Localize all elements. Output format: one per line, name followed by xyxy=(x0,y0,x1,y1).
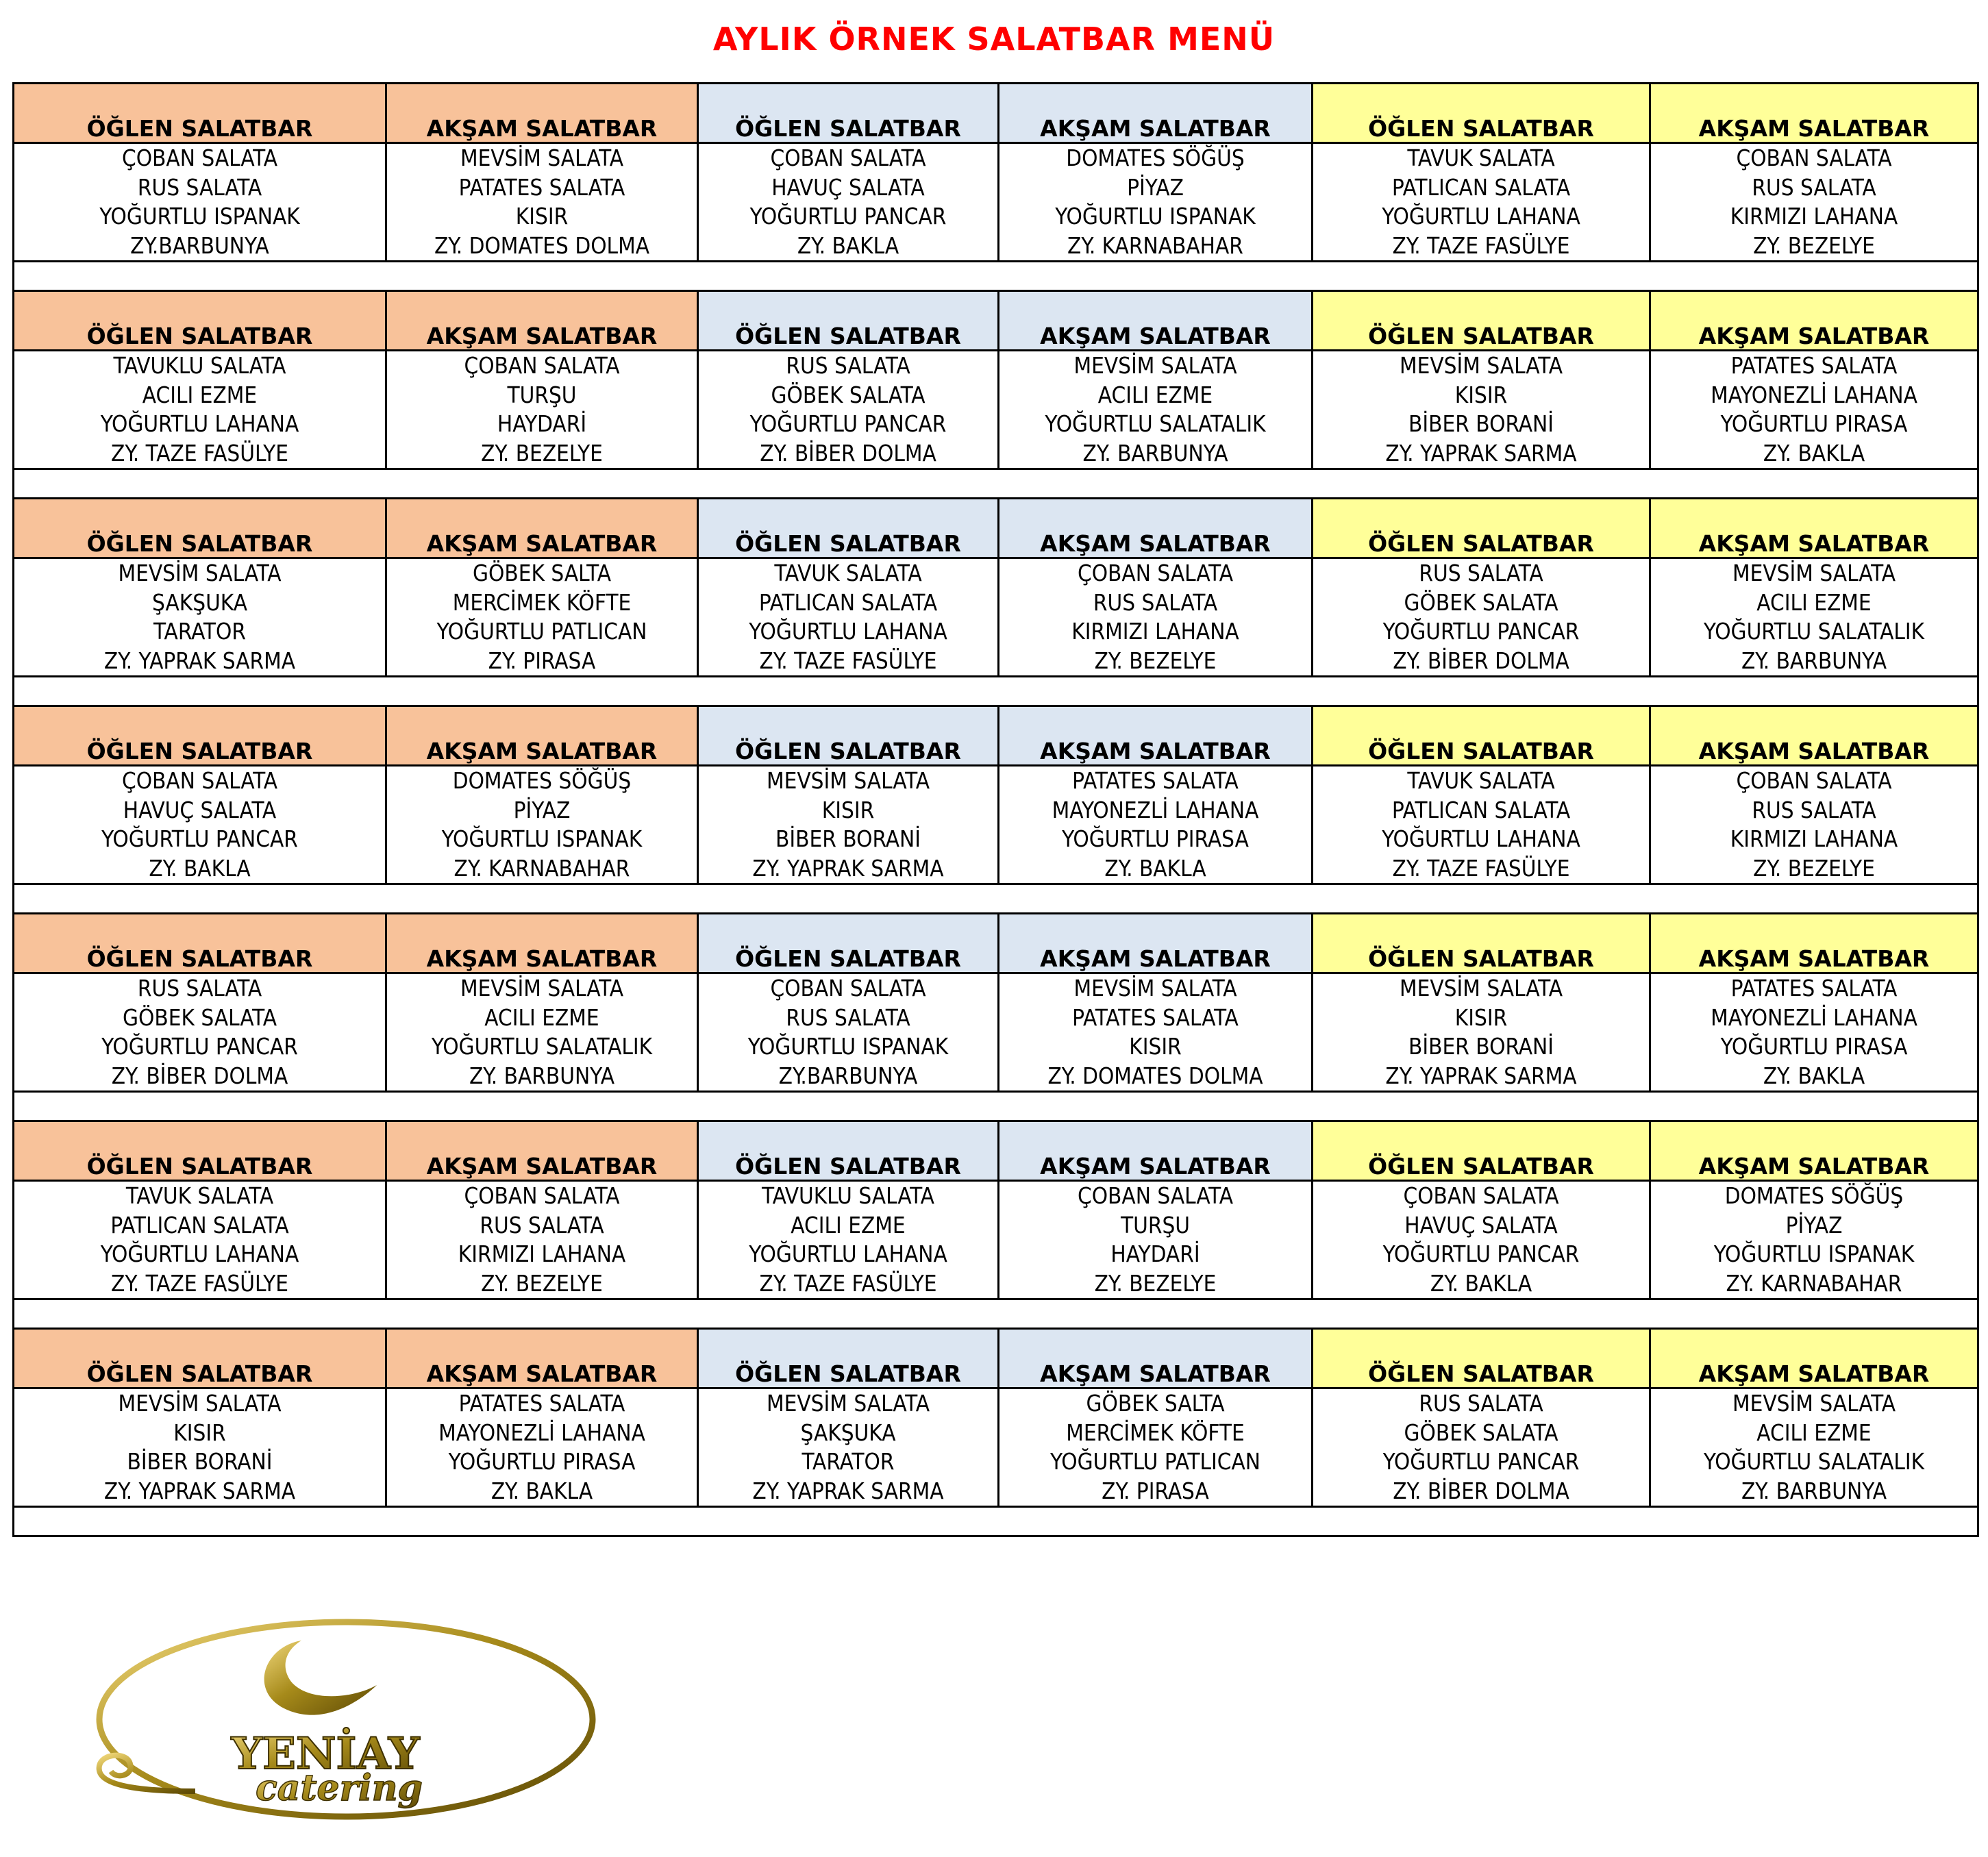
menu-item: ZY. TAZE FASÜLYE xyxy=(1392,854,1570,882)
menu-item: ZY. PIRASA xyxy=(488,647,596,674)
menu-cell xyxy=(999,766,1313,884)
week-header-row xyxy=(14,84,1978,143)
menu-item: MEVSİM SALATA xyxy=(1732,1390,1896,1417)
menu-item: RUS SALATA xyxy=(137,975,262,1001)
menu-item: PATLICAN SALATA xyxy=(758,588,938,616)
menu-item: ACILI EZME xyxy=(1097,381,1213,408)
menu-item: RUS SALATA xyxy=(480,1211,604,1238)
meal-header-cell: ÖĞLEN SALATBAR xyxy=(698,291,999,351)
separator-cell xyxy=(14,469,1978,499)
menu-item: ŞAKŞUKA xyxy=(151,588,247,616)
meal-header-cell: ÖĞLEN SALATBAR xyxy=(1313,914,1650,973)
week-header-row xyxy=(14,291,1978,351)
menu-cell xyxy=(14,1181,386,1299)
menu-item: ZY. KARNABAHAR xyxy=(1726,1269,1902,1297)
menu-item: BİBER BORANİ xyxy=(1408,410,1554,437)
meal-header-cell: AKŞAM SALATBAR xyxy=(1650,1329,1978,1388)
menu-item: ZY. TAZE FASÜLYE xyxy=(111,439,288,466)
menu-cell xyxy=(386,351,698,469)
menu-item: ZY. BAKLA xyxy=(1104,854,1206,882)
menu-item: HAVUÇ SALATA xyxy=(123,796,277,823)
menu-item: HAYDARİ xyxy=(497,410,587,437)
meal-header-cell: ÖĞLEN SALATBAR xyxy=(698,499,999,558)
menu-cell xyxy=(999,973,1313,1092)
menu-item: YOĞURTLU LAHANA xyxy=(749,1241,947,1267)
salad-bar-menu-table xyxy=(12,82,1979,1537)
menu-item: ZY. DOMATES DOLMA xyxy=(434,232,650,259)
menu-cell xyxy=(698,143,999,262)
menu-item: PATATES SALATA xyxy=(458,1390,625,1417)
meal-header-cell: AKŞAM SALATBAR xyxy=(1650,706,1978,766)
meal-header-cell: ÖĞLEN SALATBAR xyxy=(1313,706,1650,766)
meal-header-cell: ÖĞLEN SALATBAR xyxy=(698,1121,999,1181)
menu-cell xyxy=(386,1388,698,1507)
menu-item: RUS SALATA xyxy=(786,1004,910,1031)
menu-item: KISIR xyxy=(821,796,875,823)
menu-item: ZY. KARNABAHAR xyxy=(1067,232,1243,259)
menu-item: PİYAZ xyxy=(513,796,571,823)
menu-item: MERCİMEK KÖFTE xyxy=(452,588,632,616)
menu-cell xyxy=(386,558,698,677)
menu-item: BİBER BORANİ xyxy=(775,825,921,852)
menu-item: PATLICAN SALATA xyxy=(1391,796,1571,823)
menu-item: YOĞURTLU ISPANAK xyxy=(99,203,300,229)
menu-item: PATATES SALATA xyxy=(458,173,625,201)
meal-header-cell: ÖĞLEN SALATBAR xyxy=(14,706,386,766)
menu-item: YOĞURTLU PANCAR xyxy=(1382,1448,1580,1475)
menu-cell xyxy=(1650,558,1978,677)
menu-item: ZY. BEZELYE xyxy=(1094,647,1217,674)
meal-header-cell: AKŞAM SALATBAR xyxy=(999,914,1313,973)
menu-item: PATATES SALATA xyxy=(1730,352,1898,379)
menu-item: ZY. BEZELYE xyxy=(481,439,603,466)
menu-item: GÖBEK SALATA xyxy=(771,381,925,408)
meal-header-cell: AKŞAM SALATBAR xyxy=(1650,499,1978,558)
menu-item: MEVSİM SALATA xyxy=(1732,560,1896,586)
menu-item: MEVSİM SALATA xyxy=(767,767,930,794)
menu-item: ZY.BARBUNYA xyxy=(778,1062,918,1089)
meal-header-cell: AKŞAM SALATBAR xyxy=(1650,914,1978,973)
menu-item: ZY. DOMATES DOLMA xyxy=(1047,1062,1263,1089)
menu-cell xyxy=(1313,351,1650,469)
meal-header-cell: AKŞAM SALATBAR xyxy=(386,499,698,558)
menu-cell xyxy=(698,766,999,884)
menu-item: TARATOR xyxy=(153,618,246,645)
meal-header-cell: ÖĞLEN SALATBAR xyxy=(14,84,386,143)
menu-cell xyxy=(386,973,698,1092)
menu-item: YOĞURTLU PANCAR xyxy=(749,203,947,229)
menu-cell xyxy=(1313,558,1650,677)
meal-header-cell: ÖĞLEN SALATBAR xyxy=(1313,291,1650,351)
menu-item: BİBER BORANİ xyxy=(127,1448,273,1475)
menu-item: ZY. YAPRAK SARMA xyxy=(1385,439,1577,466)
menu-item: ÇOBAN SALATA xyxy=(464,352,620,379)
menu-item: HAYDARİ xyxy=(1110,1241,1200,1267)
menu-cell xyxy=(698,973,999,1092)
menu-item: ÇOBAN SALATA xyxy=(1077,1182,1234,1209)
menu-cell xyxy=(386,143,698,262)
meal-header-cell: AKŞAM SALATBAR xyxy=(1650,291,1978,351)
separator-cell xyxy=(14,677,1978,706)
menu-cell xyxy=(999,351,1313,469)
menu-item: ZY. BİBER DOLMA xyxy=(1393,647,1569,674)
menu-item: YOĞURTLU SALATALIK xyxy=(431,1033,653,1060)
menu-item: YOĞURTLU PIRASA xyxy=(1062,825,1249,852)
menu-item: YOĞURTLU ISPANAK xyxy=(441,825,643,852)
menu-item: MEVSİM SALATA xyxy=(1073,352,1237,379)
menu-item: KIRMIZI LAHANA xyxy=(1730,203,1898,229)
menu-cell xyxy=(1313,1181,1650,1299)
menu-item: HAVUÇ SALATA xyxy=(1404,1211,1558,1238)
meal-header-cell: AKŞAM SALATBAR xyxy=(999,84,1313,143)
menu-item: TAVUKLU SALATA xyxy=(113,352,286,379)
menu-item: HAVUÇ SALATA xyxy=(771,173,925,201)
menu-item: GÖBEK SALTA xyxy=(1086,1390,1225,1417)
menu-item: MEVSİM SALATA xyxy=(460,975,623,1001)
menu-item: ZY. BAKLA xyxy=(149,854,251,882)
meal-header-cell: ÖĞLEN SALATBAR xyxy=(14,291,386,351)
menu-item: ÇOBAN SALATA xyxy=(121,767,278,794)
menu-item: YOĞURTLU LAHANA xyxy=(749,618,947,645)
meal-header-cell: AKŞAM SALATBAR xyxy=(386,706,698,766)
menu-item: YOĞURTLU PANCAR xyxy=(101,825,298,852)
menu-item: ÇOBAN SALATA xyxy=(1403,1182,1559,1209)
meal-header-cell: ÖĞLEN SALATBAR xyxy=(14,1121,386,1181)
menu-item: TARATOR xyxy=(802,1448,895,1475)
menu-item: ÇOBAN SALATA xyxy=(770,975,926,1001)
menu-item: ACILI EZME xyxy=(1756,588,1872,616)
menu-item: YOĞURTLU PANCAR xyxy=(1382,1241,1580,1267)
menu-item: ZY. BAKLA xyxy=(1763,1062,1865,1089)
menu-item: ACILI EZME xyxy=(142,381,258,408)
menu-item: YOĞURTLU LAHANA xyxy=(1382,203,1580,229)
meal-header-cell: ÖĞLEN SALATBAR xyxy=(14,914,386,973)
menu-item: ZY. KARNABAHAR xyxy=(453,854,630,882)
crescent-moon-icon xyxy=(264,1641,377,1715)
menu-cell xyxy=(14,558,386,677)
menu-item: PATLICAN SALATA xyxy=(1391,173,1571,201)
menu-item: RUS SALATA xyxy=(786,352,910,379)
meal-header-cell: AKŞAM SALATBAR xyxy=(386,1329,698,1388)
menu-item: DOMATES SÖĞÜŞ xyxy=(452,767,632,794)
menu-item: MEVSİM SALATA xyxy=(767,1390,930,1417)
menu-item: YOĞURTLU PANCAR xyxy=(101,1033,298,1060)
menu-item: YOĞURTLU SALATALIK xyxy=(1703,1448,1925,1475)
meal-header-cell: ÖĞLEN SALATBAR xyxy=(1313,1121,1650,1181)
menu-item: GÖBEK SALTA xyxy=(472,560,611,586)
meal-header-cell: AKŞAM SALATBAR xyxy=(1650,84,1978,143)
menu-item: TAVUK SALATA xyxy=(125,1182,274,1209)
week-items-row xyxy=(14,766,1978,884)
meal-header-cell: ÖĞLEN SALATBAR xyxy=(698,914,999,973)
menu-cell xyxy=(999,1181,1313,1299)
menu-item: MEVSİM SALATA xyxy=(1400,975,1563,1001)
menu-item: ZY. BAKLA xyxy=(490,1477,593,1504)
menu-cell xyxy=(1313,766,1650,884)
menu-item: MERCİMEK KÖFTE xyxy=(1066,1419,1245,1446)
menu-item: PİYAZ xyxy=(1127,173,1184,201)
meal-header-cell: AKŞAM SALATBAR xyxy=(386,291,698,351)
menu-item: KIRMIZI LAHANA xyxy=(458,1241,626,1267)
menu-item: DOMATES SÖĞÜŞ xyxy=(1724,1182,1904,1209)
menu-item: ÇOBAN SALATA xyxy=(121,145,278,171)
menu-item: YOĞURTLU LAHANA xyxy=(1382,825,1580,852)
menu-cell xyxy=(1650,143,1978,262)
menu-item: ZY. BİBER DOLMA xyxy=(111,1062,288,1089)
menu-cell xyxy=(14,351,386,469)
menu-item: ZY. TAZE FASÜLYE xyxy=(1392,232,1570,259)
week-items-row xyxy=(14,143,1978,262)
week-separator-row xyxy=(14,1507,1978,1536)
week-separator-row xyxy=(14,262,1978,291)
menu-item: MEVSİM SALATA xyxy=(1400,352,1563,379)
menu-item: MEVSİM SALATA xyxy=(1073,975,1237,1001)
menu-item: MAYONEZLİ LAHANA xyxy=(1711,381,1917,408)
menu-cell xyxy=(1650,351,1978,469)
meal-header-cell: ÖĞLEN SALATBAR xyxy=(1313,84,1650,143)
meal-header-cell: AKŞAM SALATBAR xyxy=(1650,1121,1978,1181)
menu-item: ZY. YAPRAK SARMA xyxy=(752,1477,944,1504)
meal-header-cell: ÖĞLEN SALATBAR xyxy=(698,706,999,766)
menu-item: ACILI EZME xyxy=(1756,1419,1872,1446)
logo-text-yeniay: YENİAY xyxy=(231,1728,420,1780)
menu-item: DOMATES SÖĞÜŞ xyxy=(1066,145,1245,171)
menu-cell xyxy=(14,766,386,884)
menu-item: MEVSİM SALATA xyxy=(118,560,282,586)
separator-cell xyxy=(14,1507,1978,1536)
logo-swirl xyxy=(99,1756,195,1791)
separator-cell xyxy=(14,1299,1978,1329)
menu-cell xyxy=(698,1388,999,1507)
menu-item: YOĞURTLU LAHANA xyxy=(100,410,299,437)
menu-item: PATATES SALATA xyxy=(1072,767,1239,794)
menu-item: YOĞURTLU PANCAR xyxy=(749,410,947,437)
week-separator-row xyxy=(14,1299,1978,1329)
meal-header-cell: AKŞAM SALATBAR xyxy=(999,706,1313,766)
menu-item: ŞAKŞUKA xyxy=(800,1419,896,1446)
menu-cell xyxy=(999,143,1313,262)
menu-item: ZY. BİBER DOLMA xyxy=(1393,1477,1569,1504)
menu-item: KISIR xyxy=(1454,1004,1508,1031)
menu-item: MAYONEZLİ LAHANA xyxy=(1052,796,1259,823)
menu-item: PATATES SALATA xyxy=(1072,1004,1239,1031)
menu-item: KIRMIZI LAHANA xyxy=(1071,618,1239,645)
menu-item: ÇOBAN SALATA xyxy=(1736,767,1892,794)
menu-item: RUS SALATA xyxy=(1752,173,1876,201)
menu-item: ZY. PIRASA xyxy=(1102,1477,1209,1504)
menu-item: RUS SALATA xyxy=(1419,560,1543,586)
menu-cell xyxy=(698,351,999,469)
menu-item: ZY. BEZELYE xyxy=(1094,1269,1217,1297)
menu-item: TAVUK SALATA xyxy=(1407,767,1555,794)
separator-cell xyxy=(14,1092,1978,1121)
menu-item: YOĞURTLU PATLICAN xyxy=(436,618,647,645)
menu-item: ZY. BİBER DOLMA xyxy=(760,439,936,466)
menu-item: KISIR xyxy=(173,1419,226,1446)
menu-item: YOĞURTLU ISPANAK xyxy=(1713,1241,1915,1267)
menu-item: ZY. BEZELYE xyxy=(1753,854,1875,882)
menu-item: ZY. TAZE FASÜLYE xyxy=(759,1269,937,1297)
menu-cell xyxy=(386,766,698,884)
menu-item: TAVUKLU SALATA xyxy=(762,1182,934,1209)
menu-item: TAVUK SALATA xyxy=(1407,145,1555,171)
meal-header-cell: AKŞAM SALATBAR xyxy=(386,914,698,973)
week-separator-row xyxy=(14,1092,1978,1121)
week-items-row xyxy=(14,1181,1978,1299)
menu-item: PİYAZ xyxy=(1785,1211,1843,1238)
week-items-row xyxy=(14,973,1978,1092)
menu-cell xyxy=(999,1388,1313,1507)
yeniay-catering-logo xyxy=(75,1617,610,1829)
menu-item: ZY. YAPRAK SARMA xyxy=(1385,1062,1577,1089)
menu-item: ÇOBAN SALATA xyxy=(1077,560,1234,586)
menu-cell xyxy=(1650,1388,1978,1507)
menu-item: ÇOBAN SALATA xyxy=(1736,145,1892,171)
menu-item: KISIR xyxy=(1454,381,1508,408)
menu-item: ACILI EZME xyxy=(484,1004,599,1031)
meal-header-cell: ÖĞLEN SALATBAR xyxy=(1313,499,1650,558)
meal-header-cell: AKŞAM SALATBAR xyxy=(386,84,698,143)
menu-item: YOĞURTLU LAHANA xyxy=(100,1241,299,1267)
menu-cell xyxy=(1650,1181,1978,1299)
menu-item: ZY. BEZELYE xyxy=(1753,232,1875,259)
menu-item: RUS SALATA xyxy=(137,173,262,201)
week-separator-row xyxy=(14,677,1978,706)
week-header-row xyxy=(14,1121,1978,1181)
menu-item: YOĞURTLU SALATALIK xyxy=(1703,618,1925,645)
menu-item: ZY. BARBUNYA xyxy=(1741,1477,1887,1504)
menu-item: ZY. BAKLA xyxy=(797,232,899,259)
week-items-row xyxy=(14,558,1978,677)
meal-header-cell: AKŞAM SALATBAR xyxy=(999,1121,1313,1181)
menu-item: PATATES SALATA xyxy=(1730,975,1898,1001)
menu-item: BİBER BORANİ xyxy=(1408,1033,1554,1060)
menu-item: ZY. TAZE FASÜLYE xyxy=(759,647,937,674)
menu-item: TURŞU xyxy=(507,381,577,408)
menu-item: MEVSİM SALATA xyxy=(460,145,623,171)
menu-cell xyxy=(1313,973,1650,1092)
menu-item: KIRMIZI LAHANA xyxy=(1730,825,1898,852)
menu-item: YOĞURTLU ISPANAK xyxy=(1055,203,1256,229)
menu-item: RUS SALATA xyxy=(1419,1390,1543,1417)
menu-item: TAVUK SALATA xyxy=(774,560,922,586)
meal-header-cell: ÖĞLEN SALATBAR xyxy=(698,84,999,143)
menu-item: KISIR xyxy=(1129,1033,1182,1060)
week-items-row xyxy=(14,1388,1978,1507)
menu-item: ÇOBAN SALATA xyxy=(464,1182,620,1209)
logo-text-catering: catering xyxy=(256,1767,423,1809)
menu-item: GÖBEK SALATA xyxy=(1404,1419,1558,1446)
week-header-row xyxy=(14,706,1978,766)
menu-item: ACILI EZME xyxy=(791,1211,906,1238)
week-separator-row xyxy=(14,884,1978,914)
week-separator-row xyxy=(14,469,1978,499)
menu-cell xyxy=(14,1388,386,1507)
menu-item: ZY. YAPRAK SARMA xyxy=(103,1477,296,1504)
meal-header-cell: AKŞAM SALATBAR xyxy=(999,499,1313,558)
menu-item: ZY. BEZELYE xyxy=(481,1269,603,1297)
menu-item: YOĞURTLU PIRASA xyxy=(1720,410,1908,437)
meal-header-cell: AKŞAM SALATBAR xyxy=(386,1121,698,1181)
menu-item: YOĞURTLU PANCAR xyxy=(1382,618,1580,645)
menu-cell xyxy=(386,1181,698,1299)
meal-header-cell: ÖĞLEN SALATBAR xyxy=(14,1329,386,1388)
menu-cell xyxy=(698,558,999,677)
menu-item: TURŞU xyxy=(1120,1211,1191,1238)
menu-item: ZY. BAKLA xyxy=(1430,1269,1532,1297)
meal-header-cell: ÖĞLEN SALATBAR xyxy=(14,499,386,558)
menu-cell xyxy=(1650,973,1978,1092)
menu-item: YOĞURTLU SALATALIK xyxy=(1045,410,1266,437)
menu-item: GÖBEK SALATA xyxy=(1404,588,1558,616)
menu-cell xyxy=(14,143,386,262)
menu-item: YOĞURTLU PIRASA xyxy=(1720,1033,1908,1060)
page-title: AYLIK ÖRNEK SALATBAR MENÜ xyxy=(712,21,1276,58)
menu-item: MEVSİM SALATA xyxy=(118,1390,282,1417)
menu-item: ÇOBAN SALATA xyxy=(770,145,926,171)
separator-cell xyxy=(14,884,1978,914)
menu-item: ZY.BARBUNYA xyxy=(130,232,269,259)
menu-item: ZY. BARBUNYA xyxy=(1082,439,1228,466)
week-header-row xyxy=(14,499,1978,558)
menu-cell xyxy=(14,973,386,1092)
meal-header-cell: AKŞAM SALATBAR xyxy=(999,1329,1313,1388)
menu-cell xyxy=(1650,766,1978,884)
separator-cell xyxy=(14,262,1978,291)
menu-cell xyxy=(698,1181,999,1299)
menu-item: YOĞURTLU ISPANAK xyxy=(747,1033,949,1060)
menu-cell xyxy=(1313,1388,1650,1507)
meal-header-cell: ÖĞLEN SALATBAR xyxy=(698,1329,999,1388)
menu-item: PATLICAN SALATA xyxy=(110,1211,289,1238)
menu-item: YOĞURTLU PIRASA xyxy=(448,1448,636,1475)
menu-item: KISIR xyxy=(515,203,569,229)
menu-item: MAYONEZLİ LAHANA xyxy=(1711,1004,1917,1031)
meal-header-cell: AKŞAM SALATBAR xyxy=(999,291,1313,351)
menu-cell xyxy=(1313,143,1650,262)
menu-item: ZY. YAPRAK SARMA xyxy=(103,647,296,674)
week-items-row xyxy=(14,351,1978,469)
menu-item: ZY. BARBUNYA xyxy=(1741,647,1887,674)
menu-item: ZY. YAPRAK SARMA xyxy=(752,854,944,882)
week-header-row xyxy=(14,1329,1978,1388)
meal-header-cell: ÖĞLEN SALATBAR xyxy=(1313,1329,1650,1388)
week-header-row xyxy=(14,914,1978,973)
menu-item: GÖBEK SALATA xyxy=(122,1004,277,1031)
menu-item: ZY. BAKLA xyxy=(1763,439,1865,466)
menu-item: ZY. BARBUNYA xyxy=(469,1062,615,1089)
menu-item: RUS SALATA xyxy=(1093,588,1218,616)
menu-item: YOĞURTLU PATLICAN xyxy=(1049,1448,1261,1475)
menu-item: ZY. TAZE FASÜLYE xyxy=(111,1269,288,1297)
menu-cell xyxy=(999,558,1313,677)
menu-item: RUS SALATA xyxy=(1752,796,1876,823)
menu-item: MAYONEZLİ LAHANA xyxy=(438,1419,645,1446)
